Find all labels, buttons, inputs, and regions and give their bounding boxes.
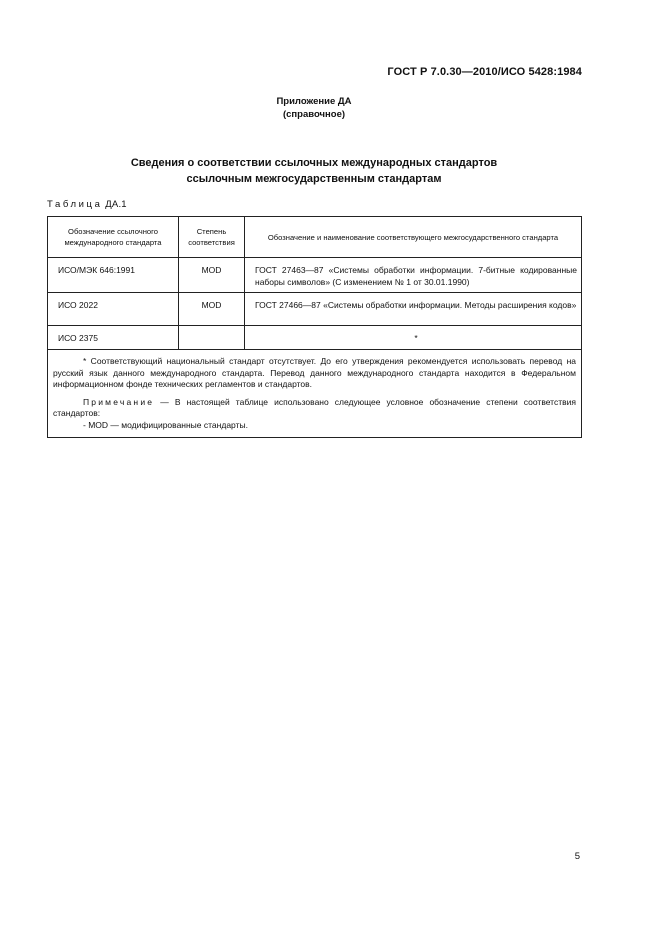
- cell-ref: ИСО 2375: [48, 326, 179, 349]
- table-footnote-block: [48, 350, 581, 437]
- cell-degree: MOD: [179, 258, 245, 292]
- table-note: [53, 397, 576, 420]
- cell-standard: *: [414, 333, 418, 343]
- note-text: — В настоящей таблице использовано следующее условное обозначение степени соответствия стандартов:: [53, 396, 576, 418]
- table-caption-label: Таблица: [47, 199, 103, 210]
- document-code: ГОСТ Р 7.0.30—2010/ИСО 5428:1984: [387, 66, 582, 78]
- column-header-ref: Обозначение ссылочного международного стандарта: [48, 217, 179, 257]
- cell-standard: ГОСТ 27466—87 «Системы обработки информации. Методы расширения кодов»: [255, 300, 577, 310]
- footnote-text: * Соответствующий национальный стандарт отсутствует. До его утверждения рекомендуется использовать перевод на русский язык данного международного стандарта. Перевод данного международного стандарта находится в Федеральном информационном фонде технических регламентов и стандартов.: [53, 356, 576, 389]
- table-row: [48, 326, 581, 350]
- table-header-row: [48, 217, 581, 258]
- column-header-degree: Степень соответствия: [179, 217, 245, 257]
- table-row: [48, 258, 581, 293]
- table-row: [48, 293, 581, 326]
- cell-degree: [179, 326, 245, 349]
- appendix-subtitle: (справочное): [282, 109, 346, 120]
- section-title-line-1: Сведения о соответствии ссылочных международных стандартов: [130, 157, 498, 169]
- cell-degree: MOD: [179, 293, 245, 325]
- correspondence-table: [47, 216, 582, 438]
- table-caption: [47, 199, 127, 210]
- cell-standard: ГОСТ 27463—87 «Системы обработки информации. 7-битные кодированные наборы символов» (С изменением № 1 от 30.01.1990): [255, 265, 577, 287]
- section-title-line-2: ссылочным межгосударственным стандартам: [186, 173, 442, 185]
- column-header-standard: Обозначение и наименование соответствующего межгосударственного стандарта: [267, 232, 559, 242]
- note-list-item: - MOD — модифицированные стандарты.: [83, 419, 248, 430]
- table-caption-number: ДА.1: [105, 199, 127, 210]
- appendix-title: Приложение ДА: [276, 96, 352, 107]
- note-label: Примечание: [83, 396, 155, 407]
- section-title: [0, 155, 628, 187]
- appendix-heading: [0, 95, 628, 121]
- page-number: 5: [574, 851, 580, 862]
- cell-ref: ИСО/МЭК 646:1991: [48, 258, 179, 292]
- cell-ref: ИСО 2022: [48, 293, 179, 325]
